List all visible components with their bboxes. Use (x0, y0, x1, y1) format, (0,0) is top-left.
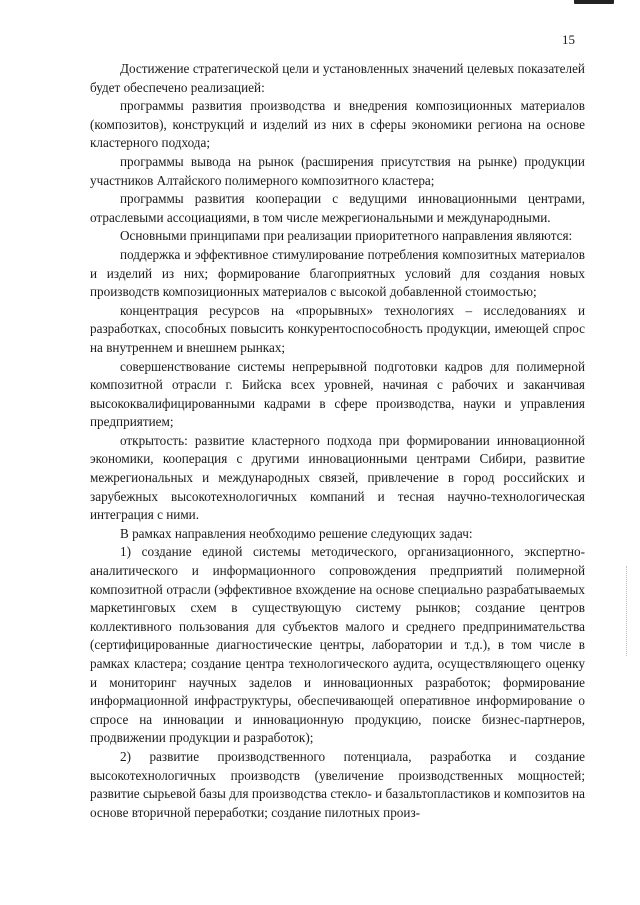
page-top-edge-mark (574, 0, 614, 4)
document-body (90, 60, 585, 822)
paragraph-principle-concentration: концентрация ресурсов на «прорывных» технологиях – исследованиях и разработках, способных повысить конкурентоспособность продукции, имеющей спрос на внутреннем и внешнем рынках; (90, 302, 585, 355)
paragraph-principle-training: совершенствование системы непрерывной подготовки кадров для полимерной композитной отрасли г. Бийска всех уровней, начиная с рабочих и заканчивая высококвалифицированными кадрами в сфере производства, науки и управления предприятием; (90, 358, 585, 430)
paragraph-task-2: 2) развитие производственного потенциала, разработка и создание высокотехнологичных производств (увеличение производственных мощностей; развитие сырьевой базы для производства стекло- и базальтопластиков и композитов на основе вторичной переработки; создание пилотных произ- (90, 748, 585, 820)
paragraph-program-3: программы развития кооперации с ведущими инновационными центрами, отраслевыми ассоциациями, в том числе межрегиональными и международными. (90, 191, 585, 225)
paragraph-program-2: программы вывода на рынок (расширения присутствия на рынке) продукции участников Алтайского полимерного композитного кластера; (90, 153, 585, 188)
paragraph-principles-heading: Основными принципами при реализации приоритетного направления являются: (120, 228, 573, 244)
paragraph-tasks-heading: В рамках направления необходимо решение следующих задач: (120, 525, 473, 541)
page-number: 15 (562, 32, 575, 47)
scan-margin-dots (626, 566, 630, 656)
paragraph-program-1: программы развития производства и внедрения композиционных материалов (композитов), конструкций и изделий из них в сферы экономики региона на основе кластерного подхода; (90, 98, 585, 151)
paragraph-task-1: 1) создание единой системы методического, организационного, экспертно-аналитического и информационного сопровождения предприятий полимерной композитной отрасли (эффективное вхождение на основе специально разрабатываемых маркетинговых схем в существующую систему рынков; создание центров коллективного пользования для субъектов малого и среднего предпринимательства (сертифицированные диагностические центры, лаборатории и т.д.), в том числе в рамках кластера; создание центра технологического аудита, осуществляющего оценку и мониторинг научных заделов и инновационных разработок; формирование информационной инфраструктуры, обеспечивающей оперативное информирование о спросе на инновации и инновационную продукцию, поиске бизнес-партнеров, продвижении продукции и разработок); (90, 544, 585, 746)
paragraph-principle-support: поддержка и эффективное стимулирование потребления композитных материалов и изделий из них; формирование благоприятных условий для создания новых производств композиционных материалов с высокой добавленной стоимостью; (90, 246, 585, 300)
paragraph-intro: Достижение стратегической цели и установленных значений целевых показателей будет обеспечено реализацией: (90, 61, 585, 95)
paragraph-principle-openness: открытость: развитие кластерного подхода при формировании инновационной экономики, кооперация с другими инновационными центрами Сибири, развитие межрегиональных и международных связей, привлечение в город российских и зарубежных высокотехнологичных компаний и тесная научно-технологическая интеграция с ними. (90, 432, 585, 523)
